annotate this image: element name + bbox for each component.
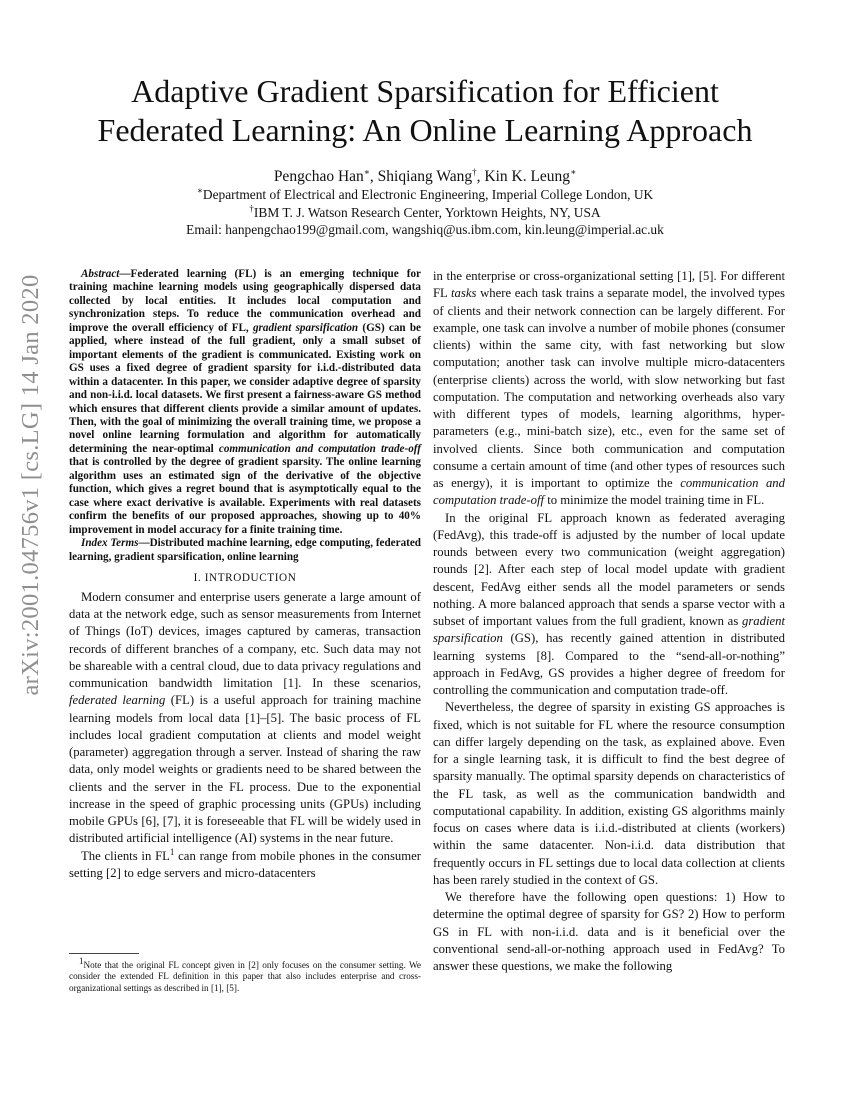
intro-paragraph-1 bbox=[69, 589, 421, 848]
intro-paragraph-2 bbox=[69, 848, 421, 883]
abstract-text-3: that is controlled by the degree of gradient sparsity. The online learning algorithm uses an estimated sign of the derivative of the objective function, which gives a regret bound that is asymptotically equal to the case where exact derivative is available. Experiments with real datasets confirm the benefits of our proposed approaches, showing up to 40% improvement in model accuracy for a finite training time. bbox=[69, 456, 421, 536]
paper-title bbox=[60, 72, 790, 150]
affiliation-2-text: IBM T. J. Watson Research Center, Yorktown Heights, NY, USA bbox=[253, 205, 601, 220]
right-p1-emph-1: tasks bbox=[451, 286, 477, 301]
intro-p2-text-b: can range from mobile phones in the consumer setting [2] to edge servers and micro-datacenters bbox=[69, 848, 421, 880]
right-p2-text-b: (GS), has recently gained attention in distributed learning systems [8]. Compared to the “send-all-or-nothing” approach in FedAvg, GS provides a higher degree of freedom for controlling the communication and computation trade-off. bbox=[433, 631, 785, 697]
abstract-emph-2: communication and computation trade-off bbox=[218, 442, 421, 455]
right-paragraph-3: Nevertheless, the degree of sparsity in existing GS approaches is fixed, which is not suitable for FL where the resource consumption can differ largely depending on the task, as explained above. Even for a single learning task, it is difficult to find the best degree of sparsity manually. The optimal sparsity depends on characteristics of the FL task, as well as the communication bandwidth and computational capability. In addition, existing GS algorithms mainly focus on cases where data is i.i.d.-distributed at clients (workers) within the same datacenter. Non-i.i.d. data distribution that frequently occurs in FL settings due to local data collection at clients has been rarely studied in the context of GS. bbox=[433, 700, 785, 887]
intro-p1-emph: federated learning bbox=[69, 693, 166, 708]
arxiv-stamp-text: arXiv:2001.04756v1 [cs.LG] 14 Jan 2020 bbox=[17, 274, 44, 696]
author-3: , Kin K. Leung bbox=[476, 168, 571, 185]
footnote-text: Note that the original FL concept given in [2] only focuses on the consumer setting. We consider the extended FL definition in this paper that also includes enterprise and cross-organizational settings as described in [1], [5]. bbox=[69, 960, 421, 993]
abstract-emph-1: gradient sparsification bbox=[252, 321, 359, 334]
right-p1-text-c: to minimize the model training time in FL. bbox=[544, 493, 765, 508]
footnote-ref: 1 bbox=[169, 846, 175, 857]
title-line-1: Adaptive Gradient Sparsification for Efficient bbox=[131, 73, 719, 109]
right-p1-text-b: where each task trains a separate model, the involved types of clients and their network connection can be largely different. For example, one task can involve a number of mobile phones (consumer clients) within the same city, with fast networking but slow computation; another task can involve multiple micro-datacenters (enterprise clients) across the world, with slow networking but fast computation. The computation and networking overheads also vary with different types of models, learning algorithms, hyper-parameters (e.g., mini-batch size), etc., even for the same set of involved clients. Since both communication and computation consume a certain amount of time (and other types of resources such as energy), it is important to optimize the bbox=[433, 286, 785, 490]
footnote bbox=[69, 955, 421, 994]
footnote-mark: 1 bbox=[79, 955, 84, 966]
intro-p1-text-a: Modern consumer and enterprise users generate a large amount of data at the network edge, such as sensor measurements from Internet of Things (IoT) devices, images captured by cameras, transaction records of different branches of a company, etc. Such data may not be shareable with a central cloud, due to data privacy regulations and communication bandwidth limitation [1]. In these scenarios, bbox=[69, 589, 421, 691]
affiliation-1-text: Department of Electrical and Electronic Engineering, Imperial College London, UK bbox=[202, 187, 654, 202]
title-line-2: Federated Learning: An Online Learning Approach bbox=[97, 112, 753, 148]
abstract-label: Abstract bbox=[81, 268, 120, 280]
index-terms-label: Index Terms bbox=[81, 537, 139, 550]
footnote-rule bbox=[69, 953, 139, 954]
right-p1-emph-2: communication and computation trade-off bbox=[433, 476, 785, 508]
right-paragraph-4: We therefore have the following open questions: 1) How to determine the optimal degree of sparsity for GS? 2) How to perform GS in FL with non-i.i.d. data and is it beneficial over the conventional send-all-or-nothing approach used in FedAvg? To answer these questions, we make the following bbox=[433, 890, 785, 973]
author-1-mark: ∗ bbox=[363, 166, 370, 177]
right-p1-text-a: in the enterprise or cross-organizational setting [1], [5]. For different FL bbox=[433, 269, 785, 301]
affiliation-1 bbox=[60, 186, 790, 203]
right-p2-emph: gradient sparsification bbox=[433, 614, 785, 646]
author-2: , Shiqiang Wang bbox=[369, 168, 473, 185]
index-terms bbox=[69, 537, 421, 564]
index-terms-text: —Distributed machine learning, edge computing, federated learning, gradient sparsification, online learning bbox=[69, 537, 421, 563]
author-list bbox=[60, 167, 790, 186]
intro-p2-text-a: The clients in FL bbox=[81, 848, 170, 863]
arxiv-stamp bbox=[14, 274, 48, 696]
abstract-text-2: (GS) can be applied, where instead of the full gradient, only a small subset of important elements of the gradient is communicated. Existing work on GS uses a fixed degree of gradient sparsity for i.i.d.-distributed data within a datacenter. In this paper, we consider adaptive degree of sparsity and non-i.i.d. local datasets. We first present a fairness-aware GS method which ensures that different clients provide a similar amount of updates. Then, with the goal of minimizing the overall training time, we propose a novel online learning formulation and algorithm for automatically determining the near-optimal bbox=[69, 321, 421, 455]
author-1: Pengchao Han bbox=[273, 168, 364, 185]
affiliation-1-mark: ∗ bbox=[196, 185, 203, 196]
affiliation-2-mark: † bbox=[249, 203, 254, 214]
author-emails: Email: hanpengchao199@gmail.com, wangshiq@us.ibm.com, kin.leung@imperial.ac.uk bbox=[186, 222, 664, 237]
left-column bbox=[69, 268, 421, 882]
author-3-mark: ∗ bbox=[570, 166, 577, 177]
author-2-mark: † bbox=[472, 166, 477, 177]
abstract-text-1: —Federated learning (FL) is an emerging technique for training machine learning models using geographically dispersed data collected by local entities. It includes local computation and synchronization steps. To reduce the communication overhead and improve the overall efficiency of FL, bbox=[69, 268, 421, 334]
right-paragraph-1 bbox=[433, 268, 785, 510]
right-p2-text-a: In the original FL approach known as federated averaging (FedAvg), this trade-off is adjusted by the number of local update rounds between every two communication (weight aggregation) rounds [2]. After each step of local model update with gradient descent, FedAvg either sends all the model parameters or sends nothing. A more balanced approach that sends a sparse vector with a subset of important values from the full gradient, known as bbox=[433, 510, 785, 628]
right-column bbox=[433, 268, 785, 975]
abstract bbox=[69, 268, 421, 537]
affiliation-2 bbox=[60, 204, 790, 221]
section-heading-introduction: I. INTRODUCTION bbox=[193, 571, 297, 584]
intro-p1-text-b: (FL) is a useful approach for training machine learning models from local data [1]–[5]. The basic process of FL includes local gradient computation at clients and model weight (parameter) aggregation through a server. Instead of sharing the raw data, only model weights or gradients need to be shared between the clients and the server in the FL process. Due to the exponential increase in the speed of graphic processing units (GPUs) including mobile GPUs [6], [7], it is foreseeable that FL will be widely used in distributed artificial intelligence (AI) systems in the near future. bbox=[69, 693, 421, 846]
right-paragraph-2 bbox=[433, 510, 785, 700]
